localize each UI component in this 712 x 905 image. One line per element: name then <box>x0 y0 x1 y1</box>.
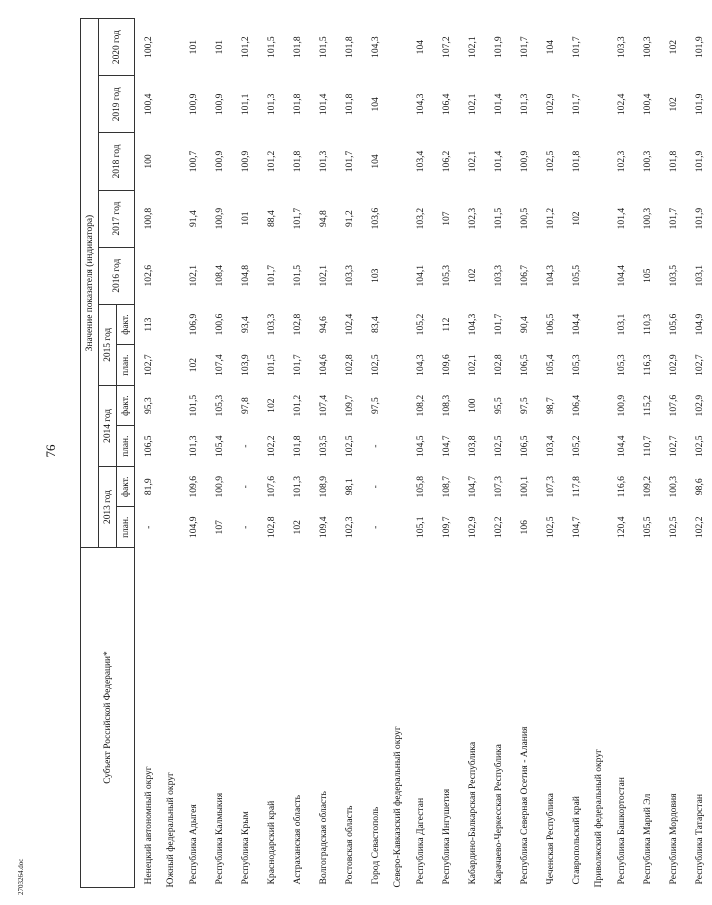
header-indicator: Значение показателя (индикатора) <box>81 19 99 548</box>
value-cell: 105,2 <box>570 435 582 457</box>
header-year-2018: 2018 год <box>99 133 135 190</box>
value-cell: 104,9 <box>187 516 199 539</box>
value-cell: - <box>142 525 154 529</box>
value-cell: 100,7 <box>187 150 199 173</box>
value-cell: 105,5 <box>570 264 582 287</box>
value-cell: 102,8 <box>492 354 504 376</box>
value-cell: 101,3 <box>291 475 303 498</box>
value-cell: 100,3 <box>641 150 653 173</box>
value-cell: 102,1 <box>317 264 329 287</box>
value-cell: 102,3 <box>466 207 478 230</box>
value-cell: 102 <box>265 398 277 413</box>
value-cell: 104,7 <box>570 516 582 539</box>
group-spacer <box>161 19 180 548</box>
value-cell: 104,3 <box>544 264 556 287</box>
value-cell: 103,9 <box>239 354 251 376</box>
table-row <box>634 19 660 888</box>
value-cell: 101,2 <box>544 207 556 230</box>
value-cell: 100,9 <box>239 150 251 173</box>
value-cell: 101,9 <box>693 150 705 173</box>
value-cell: 103 <box>369 268 381 283</box>
group-spacer <box>388 19 407 548</box>
value-cell: 102 <box>667 39 679 55</box>
value-cell: 102,5 <box>693 435 705 457</box>
value-cell: 109,2 <box>641 475 653 498</box>
value-cell: 100 <box>466 398 478 413</box>
value-cell: 108,3 <box>440 394 452 417</box>
value-cell: 90,4 <box>518 316 530 333</box>
value-cell: 102 <box>291 520 303 535</box>
region-name: Волгоградская область <box>317 791 329 885</box>
district-group-row <box>589 19 608 888</box>
value-cell: 107,3 <box>492 475 504 498</box>
value-cell: 102,9 <box>544 93 556 116</box>
value-cell: 112 <box>440 317 452 332</box>
value-cell: 107,3 <box>544 475 556 498</box>
value-cell: 104 <box>369 97 381 112</box>
table-row <box>660 19 686 888</box>
value-cell: 102,2 <box>693 516 705 539</box>
value-cell: 101,1 <box>239 93 251 116</box>
value-cell: 101,9 <box>693 93 705 116</box>
value-cell: 101,7 <box>291 354 303 376</box>
value-cell: 101,5 <box>265 36 277 58</box>
value-cell: 105 <box>641 268 653 283</box>
value-cell: 95,5 <box>492 397 504 415</box>
region-name: Республика Башкортостан <box>615 777 627 885</box>
district-group-row <box>161 19 180 888</box>
table-row <box>485 19 511 888</box>
value-cell: 102,3 <box>615 150 627 173</box>
region-name: Республика Мордовия <box>667 793 679 885</box>
table-row <box>232 19 258 888</box>
value-cell: 100,5 <box>518 207 530 230</box>
value-cell: 101,5 <box>265 354 277 376</box>
value-cell: 116,3 <box>641 354 653 376</box>
value-cell: - <box>369 525 381 529</box>
value-cell: 106,2 <box>440 150 452 173</box>
value-cell: 105,3 <box>570 354 582 376</box>
header-2015-plan: план. <box>117 345 135 386</box>
district-name: Приволжский федеральный округ <box>593 748 604 888</box>
region-name: Кабардино-Балкарская Республика <box>466 741 478 885</box>
value-cell: 105,1 <box>414 516 426 539</box>
value-cell: 101,5 <box>492 207 504 230</box>
value-cell: 102 <box>466 268 478 283</box>
value-cell: 101 <box>239 211 251 226</box>
value-cell: 106 <box>518 520 530 535</box>
value-cell: 100,9 <box>213 150 225 173</box>
value-cell: 102,5 <box>544 516 556 539</box>
value-cell: 102,7 <box>142 354 154 376</box>
value-cell: 104,3 <box>369 36 381 58</box>
value-cell: 104,8 <box>239 264 251 287</box>
value-cell: 101,9 <box>693 36 705 58</box>
value-cell: 102,1 <box>466 93 478 116</box>
value-cell: - <box>239 485 251 489</box>
value-cell: 102,3 <box>343 516 355 539</box>
value-cell: 102,5 <box>492 435 504 457</box>
table-row <box>362 19 388 888</box>
header-2013-fact: факт. <box>117 466 135 507</box>
value-cell: 101,7 <box>343 150 355 173</box>
region-name: Республика Калмыкия <box>213 792 225 885</box>
value-cell: 100,9 <box>213 93 225 116</box>
value-cell: 101,8 <box>343 93 355 116</box>
value-cell: 103,3 <box>343 264 355 287</box>
value-cell: 102,1 <box>466 354 478 376</box>
value-cell: 109,6 <box>440 354 452 376</box>
value-cell: 104,3 <box>414 93 426 116</box>
value-cell: 108,9 <box>317 475 329 498</box>
value-cell: 102,2 <box>265 435 277 457</box>
rotated-table-container <box>80 18 705 888</box>
table-row <box>459 19 485 888</box>
value-cell: 104 <box>414 39 426 55</box>
value-cell: 104,4 <box>570 313 582 336</box>
value-cell: 100,9 <box>187 93 199 116</box>
value-cell: 93,4 <box>239 316 251 333</box>
value-cell: 115,2 <box>641 395 653 417</box>
region-name: Республика Татарстан <box>693 794 705 885</box>
region-name: Республика Ингушетия <box>440 788 452 885</box>
value-cell: 105,3 <box>440 264 452 287</box>
value-cell: 104 <box>544 39 556 55</box>
value-cell: 106,5 <box>518 435 530 457</box>
value-cell: 101,8 <box>291 36 303 58</box>
value-cell: 100,6 <box>213 313 225 336</box>
value-cell: 110,7 <box>641 435 653 457</box>
value-cell: 101,2 <box>239 36 251 58</box>
value-cell: 101,5 <box>291 264 303 287</box>
value-cell: 104,5 <box>414 435 426 457</box>
table-row <box>180 19 206 888</box>
table-row <box>206 19 232 888</box>
value-cell: 102 <box>570 211 582 226</box>
region-name: Республика Северная Осетия - Алания <box>518 726 530 885</box>
value-cell: 104,7 <box>466 475 478 498</box>
value-cell: 104,3 <box>466 313 478 336</box>
value-cell: 102,9 <box>466 516 478 539</box>
value-cell: 105,6 <box>667 313 679 336</box>
value-cell: 107,6 <box>667 394 679 417</box>
value-cell: 103,1 <box>615 313 627 336</box>
value-cell: 106,4 <box>440 93 452 116</box>
value-cell: 102,2 <box>492 516 504 539</box>
value-cell: 103,4 <box>414 150 426 173</box>
value-cell: 101 <box>187 39 199 55</box>
region-name: Ставропольский край <box>570 796 582 885</box>
value-cell: 109,6 <box>187 475 199 498</box>
value-cell: 101,7 <box>492 313 504 336</box>
value-cell: 105,3 <box>213 394 225 417</box>
value-cell: 101,3 <box>187 435 199 457</box>
value-cell: 103,2 <box>414 207 426 230</box>
value-cell: 107 <box>213 520 225 535</box>
value-cell: 106,5 <box>544 313 556 336</box>
header-2014-fact: факт. <box>117 385 135 426</box>
header-year-2020: 2020 год <box>99 19 135 76</box>
value-cell: 107 <box>440 211 452 226</box>
value-cell: 105,5 <box>641 516 653 539</box>
header-2015-fact: факт. <box>117 304 135 345</box>
region-name: Республика Дагестан <box>414 797 426 885</box>
value-cell: 101,8 <box>570 150 582 173</box>
value-cell: 108,7 <box>440 475 452 498</box>
value-cell: 100,3 <box>641 207 653 230</box>
value-cell: 105,8 <box>414 475 426 498</box>
value-cell: 104,9 <box>693 313 705 336</box>
page-number: 76 <box>43 444 58 458</box>
value-cell: 100,4 <box>142 93 154 116</box>
value-cell: - <box>369 444 381 448</box>
value-cell: 103,8 <box>466 435 478 457</box>
value-cell: 101,3 <box>265 93 277 116</box>
value-cell: 100 <box>142 154 154 169</box>
district-name: Южный федеральный округ <box>165 772 176 888</box>
value-cell: 101,4 <box>317 93 329 116</box>
value-cell: 101,7 <box>667 207 679 230</box>
header-year-2015: 2015 год <box>99 304 117 385</box>
value-cell: 113 <box>142 317 154 332</box>
value-cell: 91,2 <box>343 210 355 227</box>
header-subject: Субъект Российской Федерации* <box>81 548 135 888</box>
value-cell: 101,9 <box>492 36 504 58</box>
table-row <box>537 19 563 888</box>
value-cell: 100,9 <box>213 207 225 230</box>
value-cell: - <box>239 444 251 448</box>
value-cell: 100,2 <box>142 36 154 58</box>
header-year-2019: 2019 год <box>99 76 135 133</box>
value-cell: 101,5 <box>317 36 329 58</box>
value-cell: 101,7 <box>265 264 277 287</box>
value-cell: 101,5 <box>187 394 199 417</box>
value-cell: 102 <box>187 357 199 373</box>
header-year-2013: 2013 год <box>99 466 117 547</box>
header-2014-plan: план. <box>117 426 135 467</box>
value-cell: 102,7 <box>693 354 705 376</box>
value-cell: 102,5 <box>667 516 679 539</box>
value-cell: 101,2 <box>265 150 277 173</box>
region-name: Республика Крым <box>239 811 251 885</box>
value-cell: 102,8 <box>265 516 277 539</box>
value-cell: 103,6 <box>369 207 381 230</box>
table-row <box>563 19 589 888</box>
region-name: Город Севастополь <box>369 806 381 885</box>
value-cell: 100,3 <box>667 475 679 498</box>
value-cell: 107,4 <box>213 354 225 376</box>
value-cell: 107,4 <box>317 394 329 417</box>
value-cell: 101,8 <box>291 435 303 457</box>
value-cell: 101,2 <box>291 394 303 417</box>
header-2013-plan: план. <box>117 507 135 548</box>
table-row <box>135 19 162 888</box>
value-cell: 94,8 <box>317 210 329 227</box>
value-cell: 101,8 <box>667 150 679 173</box>
value-cell: 101,8 <box>291 150 303 173</box>
value-cell: 108,2 <box>414 394 426 417</box>
value-cell: 107,2 <box>440 36 452 58</box>
value-cell: 100,9 <box>615 394 627 417</box>
table-row <box>686 19 712 888</box>
value-cell: 98,6 <box>693 478 705 496</box>
value-cell: 91,4 <box>187 210 199 227</box>
table-row <box>310 19 336 888</box>
value-cell: 104,7 <box>440 435 452 457</box>
value-cell: 100,9 <box>213 475 225 498</box>
value-cell: 100,3 <box>641 36 653 58</box>
region-name: Краснодарский край <box>265 800 277 885</box>
value-cell: 104,1 <box>414 264 426 287</box>
value-cell: 106,7 <box>518 264 530 287</box>
value-cell: 102,5 <box>544 150 556 173</box>
value-cell: 109,4 <box>317 516 329 539</box>
table-header <box>81 19 135 888</box>
region-name: Ростовская область <box>343 805 355 885</box>
table-row <box>407 19 433 888</box>
value-cell: 101,4 <box>615 207 627 230</box>
region-name: Республика Адыгея <box>187 804 199 885</box>
table-row <box>336 19 362 888</box>
value-cell: 103,3 <box>492 264 504 287</box>
value-cell: 101,4 <box>492 150 504 173</box>
group-spacer <box>589 19 608 548</box>
header-year-2017: 2017 год <box>99 190 135 247</box>
region-name: Чеченская Республика <box>544 793 556 885</box>
value-cell: 106,5 <box>518 354 530 376</box>
region-name: Карачаево-Черкесская Республика <box>492 744 504 885</box>
table-row <box>433 19 459 888</box>
value-cell: 98,1 <box>343 478 355 496</box>
value-cell: 101,9 <box>693 207 705 230</box>
value-cell: 109,7 <box>440 516 452 539</box>
value-cell: 101,7 <box>518 36 530 58</box>
value-cell: 102,1 <box>466 150 478 173</box>
value-cell: 98,7 <box>544 397 556 415</box>
value-cell: 81,9 <box>142 478 154 496</box>
value-cell: 102,5 <box>343 435 355 457</box>
district-group-row <box>388 19 407 888</box>
value-cell: 100,4 <box>641 93 653 116</box>
value-cell: 105,3 <box>615 354 627 376</box>
table-row <box>608 19 634 888</box>
value-cell: 83,4 <box>369 316 381 333</box>
value-cell: 101,8 <box>291 93 303 116</box>
value-cell: 116,6 <box>615 476 627 498</box>
value-cell: 101,7 <box>570 36 582 58</box>
value-cell: 103,5 <box>317 435 329 457</box>
value-cell: 102,4 <box>343 313 355 336</box>
value-cell: 103,3 <box>265 313 277 336</box>
value-cell: 104 <box>369 154 381 169</box>
value-cell: 102,9 <box>667 354 679 376</box>
value-cell: 100,1 <box>518 475 530 498</box>
value-cell: 102,4 <box>615 93 627 116</box>
value-cell: 101,7 <box>570 93 582 116</box>
value-cell: 97,8 <box>239 397 251 415</box>
value-cell: 102,9 <box>693 394 705 417</box>
value-cell: 107,6 <box>265 475 277 498</box>
region-name: Республика Марий Эл <box>641 793 653 885</box>
value-cell: 101,3 <box>518 93 530 116</box>
table-row <box>258 19 284 888</box>
value-cell: 100,9 <box>518 150 530 173</box>
value-cell: 106,9 <box>187 313 199 336</box>
file-note: 2703264.doc <box>17 858 25 895</box>
value-cell: 102,8 <box>291 313 303 336</box>
value-cell: 94,6 <box>317 316 329 333</box>
value-cell: 95,3 <box>142 397 154 415</box>
value-cell: - <box>239 525 251 529</box>
value-cell: 103,5 <box>667 264 679 287</box>
value-cell: 101,7 <box>291 207 303 230</box>
value-cell: 102,7 <box>667 435 679 457</box>
value-cell: 102,6 <box>142 264 154 287</box>
value-cell: 103,3 <box>615 36 627 58</box>
value-cell: 100,8 <box>142 207 154 230</box>
value-cell: 104,4 <box>615 264 627 287</box>
value-cell: 97,5 <box>518 397 530 415</box>
value-cell: 102,8 <box>343 354 355 376</box>
value-cell: 105,4 <box>213 435 225 457</box>
value-cell: 117,8 <box>570 476 582 498</box>
header-year-2016: 2016 год <box>99 247 135 304</box>
value-cell: 120,4 <box>615 516 627 539</box>
table-body <box>135 19 712 888</box>
value-cell: 104,6 <box>317 354 329 376</box>
header-year-2014: 2014 год <box>99 385 117 466</box>
region-name: Астраханская область <box>291 794 303 885</box>
value-cell: 102,1 <box>187 264 199 287</box>
region-name: Ненецкий автономный округ <box>142 766 154 885</box>
value-cell: 105,4 <box>544 354 556 376</box>
value-cell: 104,4 <box>615 435 627 457</box>
value-cell: 102,5 <box>369 354 381 376</box>
value-cell: 105,2 <box>414 313 426 336</box>
value-cell: 88,4 <box>265 210 277 227</box>
value-cell: 103,4 <box>544 435 556 457</box>
value-cell: 103,1 <box>693 264 705 287</box>
value-cell: 108,4 <box>213 264 225 287</box>
value-cell: 97,5 <box>369 397 381 415</box>
value-cell: 101,8 <box>343 36 355 58</box>
value-cell: 106,4 <box>570 394 582 417</box>
value-cell: 110,3 <box>641 313 653 336</box>
value-cell: 109,7 <box>343 394 355 417</box>
value-cell: 104,3 <box>414 354 426 376</box>
value-cell: 102 <box>667 97 679 112</box>
value-cell: 106,5 <box>142 435 154 457</box>
table-row <box>284 19 310 888</box>
value-cell: 101 <box>213 39 225 55</box>
value-cell: 101,4 <box>492 93 504 116</box>
district-name: Северо-Кавказский федеральный округ <box>392 726 403 888</box>
value-cell: 101,3 <box>317 150 329 173</box>
indicator-table <box>80 18 712 888</box>
value-cell: 102,1 <box>466 36 478 58</box>
value-cell: - <box>369 485 381 489</box>
table-row <box>511 19 537 888</box>
